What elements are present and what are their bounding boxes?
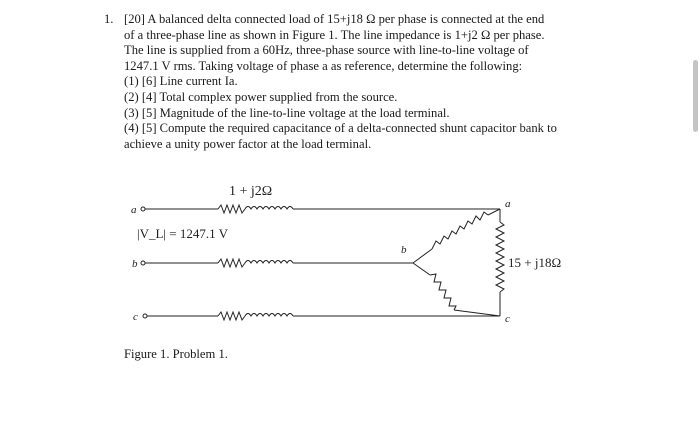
label-load-a: a — [505, 198, 511, 210]
line-b-impedance — [218, 259, 245, 267]
voltage-label: |V_L| = 1247.1 V — [137, 226, 229, 241]
delta-ac-impedance — [496, 222, 504, 292]
label-load-b: b — [401, 244, 407, 256]
line-b-inductor — [245, 261, 293, 264]
figure-caption: Figure 1. Problem 1. — [124, 347, 228, 361]
line-a-inductor — [245, 207, 293, 210]
question-part-1: (1) [6] Line current Ia. — [124, 74, 238, 89]
delta-bc-lead — [413, 263, 430, 275]
line-a-impedance — [218, 205, 245, 213]
delta-bc-impedance — [430, 274, 456, 310]
line-c-inductor — [245, 314, 293, 317]
question-part-4-cont: achieve a unity power factor at the load terminal. — [124, 136, 372, 151]
load-impedance-label: 15 + j18Ω — [508, 255, 562, 270]
problem-line: The line is supplied from a 60Hz, three-phase source with line-to-line voltage of — [124, 43, 529, 58]
label-source-c: c — [133, 311, 138, 323]
node-c-source — [143, 314, 147, 318]
line-impedance-label: 1 + j2Ω — [229, 184, 273, 199]
problem-line: 1247.1 V rms. Taking voltage of phase a as reference, determine the following: — [124, 58, 523, 73]
label-source-a: a — [131, 204, 137, 216]
problem-line: [20] A balanced delta connected load of 15+j18 Ω per phase is connected at the end — [124, 12, 545, 26]
node-a-source — [141, 207, 145, 211]
problem-line: of a three-phase line as shown in Figure 1. The line impedance is 1+j2 Ω per phase. — [124, 27, 545, 42]
delta-ab-lead — [488, 209, 500, 215]
node-b-source — [141, 261, 145, 265]
question-part-4: (4) [5] Compute the required capacitance of a delta-connected shunt capacitor bank to — [124, 121, 557, 136]
question-part-2: (2) [4] Total complex power supplied from the source. — [124, 89, 398, 104]
problem-number: 1. — [104, 12, 114, 26]
label-load-c: c — [505, 313, 510, 325]
delta-ab-lead2 — [413, 249, 432, 263]
line-c-impedance — [218, 312, 245, 320]
delta-bc-lead2 — [454, 310, 500, 316]
question-part-3: (3) [5] Magnitude of the line-to-line voltage at the load terminal. — [124, 105, 450, 120]
delta-ab-impedance — [432, 212, 488, 249]
label-source-b: b — [132, 258, 138, 270]
